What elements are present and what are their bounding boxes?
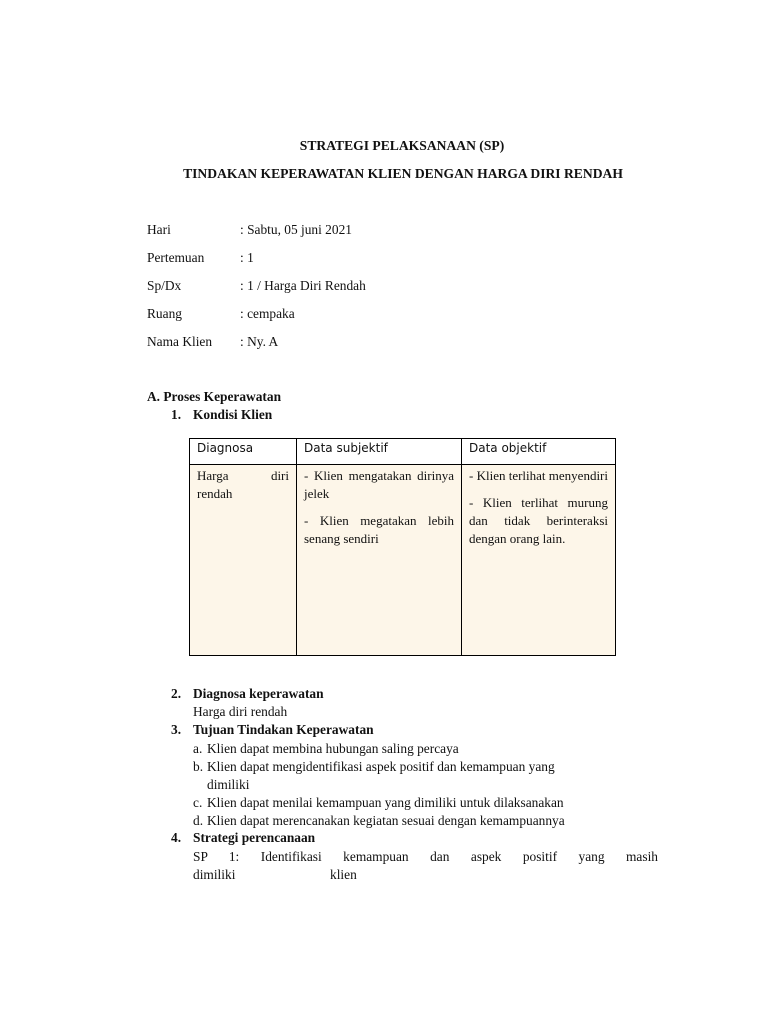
item-2-title: Diagnosa keperawatan [193, 686, 324, 701]
diagnosa-line-1 [197, 467, 289, 485]
meta-label-hari: Hari [147, 222, 171, 237]
item-1-number: 1. [171, 407, 182, 422]
meta-value-ruang: : cempaka [240, 306, 295, 321]
sp1-line-2a: dimiliki [193, 867, 236, 882]
subjektif-item-2: - Klien megatakan lebih senang sendiri [304, 512, 454, 548]
table-row [190, 465, 616, 656]
objektif-item-2: - Klien terlihat murung dan tidak berinteraksi dengan orang lain. [469, 494, 608, 548]
diagnosa-word-1: Harga [197, 468, 229, 483]
meta-value-spdx: : 1 / Harga Diri Rendah [240, 278, 366, 293]
diagnosa-word-3: rendah [197, 486, 233, 501]
item-4-number: 4. [171, 830, 182, 845]
document-title: STRATEGI PELAKSANAAN (SP) [299, 138, 505, 153]
meta-label-nama-klien: Nama Klien [147, 334, 213, 349]
meta-label-spdx: Sp/Dx [147, 278, 182, 293]
header-data-subjektif: Data subjektif [297, 439, 462, 465]
section-a-heading: A. Proses Keperawatan [147, 389, 282, 404]
tujuan-item-c: c. Klien dapat menilai kemampuan yang dimiliki untuk dilaksanakan [193, 795, 564, 810]
item-2-text: Harga diri rendah [193, 704, 288, 719]
cell-data-subjektif [297, 465, 462, 656]
objektif-item-1: - Klien terlihat menyendiri [469, 467, 608, 485]
sp1-line-2b: klien [330, 867, 357, 882]
subjektif-item-1: - Klien mengatakan dirinya jelek [304, 467, 454, 503]
tujuan-item-b-text: Klien dapat mengidentifikasi aspek positif dan kemampuan yang [207, 759, 555, 774]
item-3-title: Tujuan Tindakan Keperawatan [193, 722, 374, 737]
meta-label-ruang: Ruang [147, 306, 182, 321]
tujuan-item-d: d. Klien dapat merencanakan kegiatan sesuai dengan kemampuannya [193, 813, 565, 828]
item-2-number: 2. [171, 686, 182, 701]
header-diagnosa: Diagnosa [190, 439, 297, 465]
header-data-objektif: Data objektif [462, 439, 616, 465]
table-header-row [190, 439, 616, 465]
diagnosa-word-2: diri [270, 468, 289, 483]
document-subtitle: TINDAKAN KEPERAWATAN KLIEN DENGAN HARGA DIRI RENDAH [183, 166, 623, 181]
tujuan-item-b: b. Klien dapat mengidentifikasi aspek positif dan kemampuan yang dimiliki [193, 758, 658, 794]
item-1-title: Kondisi Klien [193, 407, 273, 422]
item-4-title: Strategi perencanaan [193, 830, 316, 845]
tujuan-item-a: a. Klien dapat membina hubungan saling percaya [193, 741, 459, 756]
sp1-line-1: SP 1: Identifikasi kemampuan dan aspek positif yang masih [193, 849, 658, 864]
meta-value-nama-klien: : Ny. A [240, 334, 279, 349]
meta-value-hari: : Sabtu, 05 juni 2021 [240, 222, 352, 237]
kondisi-klien-table [189, 438, 616, 656]
cell-data-objektif [462, 465, 616, 656]
cell-diagnosa [190, 465, 297, 656]
item-3-number: 3. [171, 722, 182, 737]
meta-label-pertemuan: Pertemuan [147, 250, 205, 265]
meta-value-pertemuan: : 1 [240, 250, 254, 265]
tujuan-item-b-cont: dimiliki [207, 777, 250, 792]
